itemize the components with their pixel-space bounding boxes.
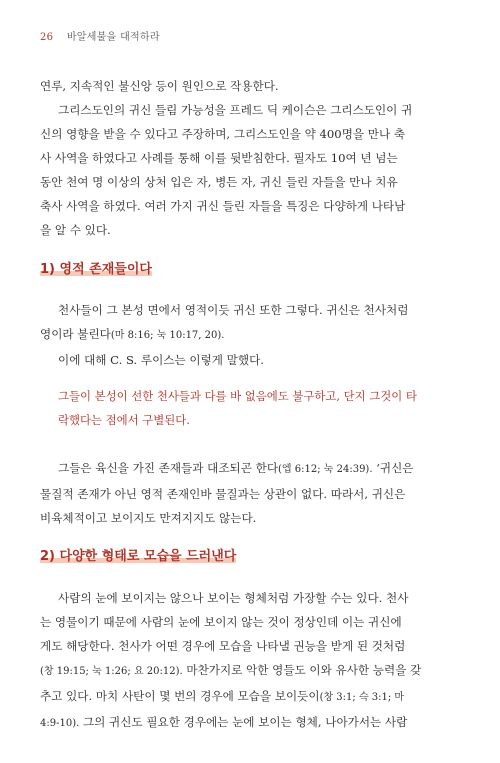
paragraph-6-line-3: 게도 해당한다. 천사가 어떤 경우에 모습을 나타낼 권능을 받게 된 것처럼 xyxy=(40,639,406,653)
paragraph-6-line-1: 사람의 눈에 보이지는 않으나 보이는 형체처럼 가장할 수는 있다. 천사 xyxy=(58,591,409,605)
quote-line-1: 그들이 본성이 선한 천사들과 다를 바 없음에도 불구하고, 단지 그것이 타 xyxy=(58,389,417,403)
block-quote xyxy=(58,384,470,432)
paragraph-6-line-6 xyxy=(40,710,470,736)
scripture-reference: (엡 6:12; 눅 24:39). xyxy=(278,464,373,475)
paragraph-6-line-2: 는 영물이기 때문에 사람의 눈에 보이지 않는 것이 정상인데 이는 귀신에 xyxy=(40,615,402,629)
paragraph-2-line-6: 을 알 수 있다. xyxy=(40,223,111,237)
paragraph-6-line-4 xyxy=(40,658,470,684)
paragraph-2 xyxy=(40,98,470,242)
paragraph-2-line-2: 신의 영향을 받을 수 있다고 주장하며, 그리스도인을 약 400명을 만나 축 xyxy=(40,127,406,141)
paragraph-3-line-2 xyxy=(40,322,470,348)
paragraph-5 xyxy=(40,456,470,530)
paragraph-6-line-5 xyxy=(40,684,470,710)
paragraph-5-text: 그들은 육신을 가진 존재들과 대조되곤 한다 xyxy=(58,461,279,475)
section-heading-2 xyxy=(40,545,236,564)
paragraph-5-text-cont: ‘귀신은 xyxy=(372,461,414,475)
scripture-reference: (마 8:16; 눅 10:17, 20). xyxy=(110,330,225,341)
paragraph-6 xyxy=(40,586,470,736)
section-heading-1 xyxy=(40,258,152,277)
paragraph-1-text: 연루, 지속적인 불신앙 등이 원인으로 작용한다. xyxy=(40,79,279,93)
page-header xyxy=(40,28,160,43)
paragraph-4: 이에 대해 C. S. 루이스는 이렇게 말했다. xyxy=(58,353,264,367)
heading-1-text: 1) 영적 존재들이다 xyxy=(40,262,152,277)
paragraph-2-line-5: 축사 사역을 하였다. 여러 가지 귀신 들린 자들을 특징은 다양하게 나타남 xyxy=(40,199,406,213)
scripture-reference: (창 3:1; 슥 3:1; 마 xyxy=(319,692,405,703)
paragraph-5-line-2: 물질적 존재가 아닌 영적 존재인바 물질과는 상관이 없다. 따라서, 귀신은 xyxy=(40,487,406,501)
running-title: 바알세불을 대적하라 xyxy=(66,32,160,43)
paragraph-6-text: 추고 있다. 마치 사탄이 몇 번의 경우에 모습을 보이듯이 xyxy=(40,689,320,703)
scripture-reference: (창 19:15; 눅 1:26; 요 20:12). xyxy=(40,666,183,677)
heading-2-text: 2) 다양한 형태로 모습을 드러낸다 xyxy=(40,549,237,564)
quote-line-2: 락했다는 점에서 구별된다. xyxy=(58,413,190,427)
paragraph-6-text: 마찬가지로 악한 영들도 이와 유사한 능력을 갖 xyxy=(182,663,422,677)
paragraph-2-line-3: 사 사역을 하였다고 사례를 통해 이를 뒷받침한다. 필자도 10여 년 넘는 xyxy=(40,151,398,165)
paragraph-3-line-1: 천사들이 그 본성 면에서 영적이듯 귀신 또한 그렇다. 귀신은 천사처럼 xyxy=(58,303,409,317)
paragraph-2-line-1: 그리스도인의 귀신 들림 가능성을 프레드 딕 케이슨은 그리스도인이 귀 xyxy=(58,103,413,117)
paragraph-3-text: 영이라 불린다 xyxy=(40,327,111,341)
paragraph-2-line-4: 동안 천여 명 이상의 상처 입은 자, 병든 자, 귀신 들린 자들을 만나 치유 xyxy=(40,175,398,189)
paragraph-1 xyxy=(40,74,470,98)
paragraph-5-line-1 xyxy=(40,456,470,482)
paragraph-5-line-3: 비육체적이고 보이지도 만져지지도 않는다. xyxy=(40,511,257,525)
page-number: 26 xyxy=(40,32,54,43)
paragraph-3 xyxy=(40,298,470,372)
paragraph-6-text: 그의 귀신도 필요한 경우에는 눈에 보이는 형체, 나아가서는 사람 xyxy=(79,715,408,729)
scripture-reference: 4:9-10). xyxy=(40,718,80,729)
